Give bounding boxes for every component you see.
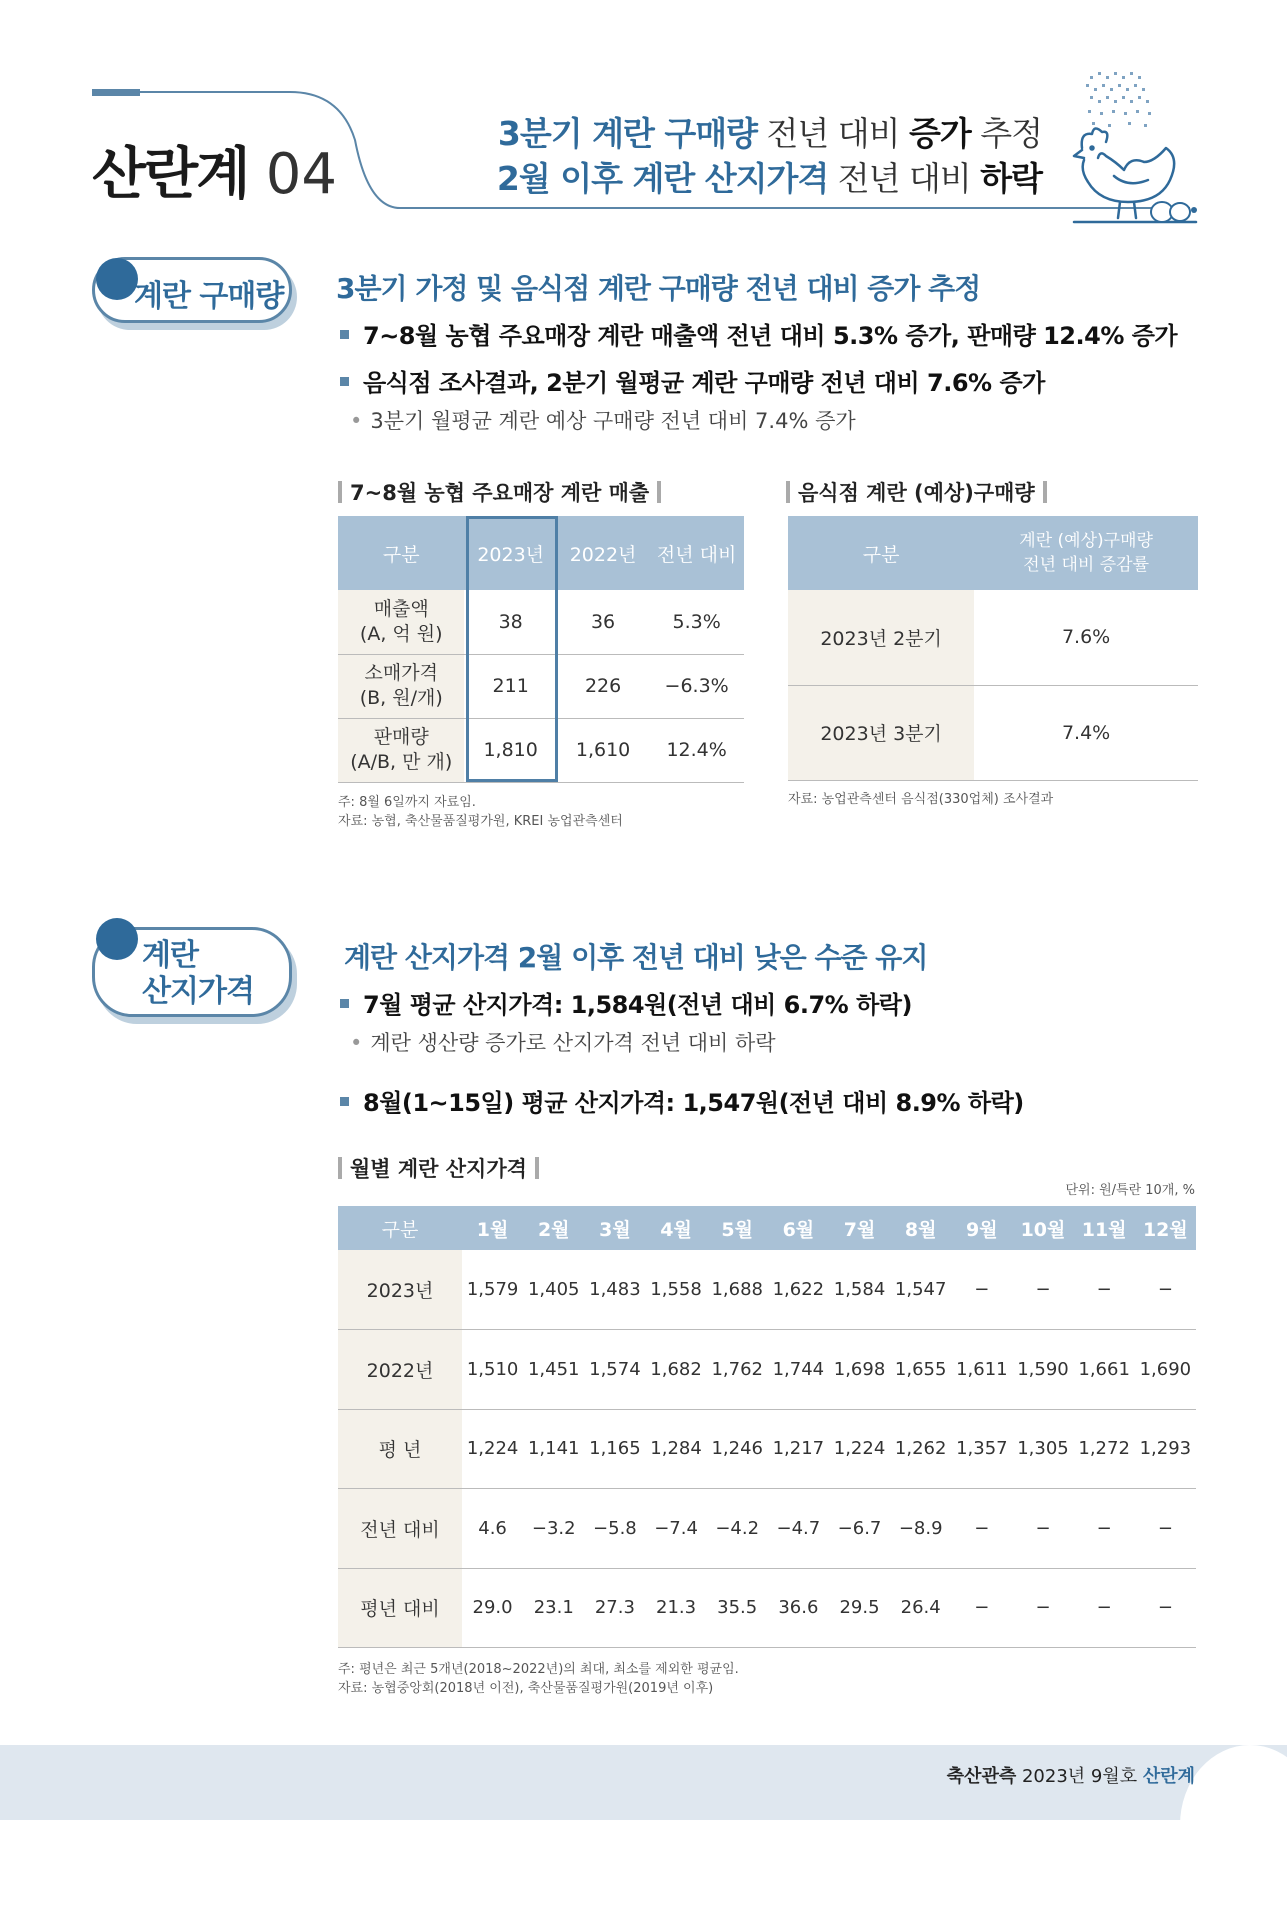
price-cell: 1,574 [584,1330,645,1410]
table2-title-text: 음식점 계란 (예상)구매량 [798,481,1035,505]
price-header-category: 구분 [338,1206,462,1250]
price-cell: − [1074,1250,1135,1330]
price-cell: 1,558 [645,1250,706,1330]
price-cell: 1,293 [1135,1409,1196,1489]
price-header-month: 12월 [1135,1206,1196,1250]
table2-title [778,477,1055,507]
headline-1-c: 증가 [908,114,971,153]
restaurant-table [788,516,1198,781]
headline-2-c: 하락 [980,159,1042,198]
price-cell: 1,661 [1074,1330,1135,1410]
headline-1 [498,108,1042,155]
price-cell: 1,451 [523,1330,584,1410]
hen-icon [1070,70,1200,235]
headline-2 [497,153,1042,200]
price-header-month: 2월 [523,1206,584,1250]
price-cell: −5.8 [584,1489,645,1569]
price-cell: −8.9 [890,1489,951,1569]
price-cell: 1,357 [951,1409,1012,1489]
section-badge-purchase-label: 계란 구매량 [134,279,284,314]
price-cell: −4.2 [707,1489,768,1569]
table1-title [330,477,669,507]
sales-row-label [338,718,464,782]
price-cell: 1,690 [1135,1330,1196,1410]
price-cell: − [1012,1489,1073,1569]
sales-cell-change: 5.3% [649,590,744,654]
headline-1-b: 전년 대비 [757,114,909,153]
headline-1-a: 3분기 계란 구매량 [497,114,757,153]
price-cell: 1,305 [1012,1409,1073,1489]
price-header-month: 9월 [951,1206,1012,1250]
price-cell: 1,141 [523,1409,584,1489]
price-row-label: 2022년 [338,1330,462,1410]
price-cell: − [1135,1489,1196,1569]
header-line-2: 전년 대비 증감률 [1023,555,1149,575]
sales-cell-change: −6.3% [649,654,744,718]
section-badge-price-line2: 산지가격 [142,974,254,1009]
price-cell: 27.3 [584,1568,645,1648]
table-row [788,590,1198,685]
price-cell: 1,284 [645,1409,706,1489]
table1-title-text: 7~8월 농협 주요매장 계란 매출 [350,481,650,505]
price-cell: − [1135,1250,1196,1330]
price-cell: 1,584 [829,1250,890,1330]
sales-table-header-category: 구분 [338,516,464,590]
price-cell: − [1012,1568,1073,1648]
price-cell: 1,655 [890,1330,951,1410]
price-cell: − [1074,1489,1135,1569]
page-title [92,130,337,210]
restaurant-table-header-value [974,516,1198,590]
price-cell: 1,405 [523,1250,584,1330]
sales-cell-2023: 1,810 [464,718,556,782]
table3-note: 주: 평년은 최근 5개년(2018~2022년)의 최대, 최소를 제외한 평균임. [338,1662,739,1677]
price-header-month: 7월 [829,1206,890,1250]
price-cell: 4.6 [462,1489,523,1569]
price-cell: 1,217 [768,1409,829,1489]
price-row-label: 2023년 [338,1250,462,1330]
section2-sub-bullet: • 계란 생산량 증가로 산지가격 전년 대비 하락 [350,1027,776,1057]
page-number: 04 [265,142,338,207]
sales-cell-2022: 1,610 [557,718,649,782]
section2-bullet-1: 7월 평균 산지가격: 1,584원(전년 대비 6.7% 하락) [340,985,912,1020]
row-label-unit: (A, 억 원) [359,622,443,645]
price-cell: 1,611 [951,1330,1012,1410]
price-cell: 1,762 [707,1330,768,1410]
price-row-label: 평 년 [338,1409,462,1489]
price-header-month: 4월 [645,1206,706,1250]
headline-1-d: 추정 [970,114,1042,153]
price-cell: 1,547 [890,1250,951,1330]
price-row-label: 전년 대비 [338,1489,462,1569]
section2-heading: 계란 산지가격 2월 이후 전년 대비 낮은 수준 유지 [344,941,928,974]
price-header-month: 11월 [1074,1206,1135,1250]
table3-title-text: 월별 계란 산지가격 [350,1157,527,1181]
section1-sub-bullet: • 3분기 월평균 계란 예상 구매량 전년 대비 7.4% 증가 [350,405,856,435]
price-header-month: 3월 [584,1206,645,1250]
table-row [338,1568,1196,1648]
section1-heading: 3분기 가정 및 음식점 계란 구매량 전년 대비 증가 추정 [336,272,981,305]
headline-2-a: 2월 이후 계란 산지가격 [496,159,829,198]
price-cell: − [1012,1250,1073,1330]
row-label-unit: (B, 원/개) [359,687,443,709]
row-label-main: 판매량 [373,726,429,748]
header-line-1: 계란 (예상)구매량 [1019,531,1153,551]
price-cell: 1,510 [462,1330,523,1410]
sales-cell-2023: 211 [464,654,556,718]
section-badge-price-line1: 계란 [142,938,198,973]
section1-bullet-2: 음식점 조사결과, 2분기 월평균 계란 구매량 전년 대비 7.6% 증가 [340,363,1045,398]
price-cell: 1,744 [768,1330,829,1410]
price-cell: 23.1 [523,1568,584,1648]
table1-source: 자료: 농협, 축산물품질평가원, KREI 농업관측센터 [338,814,623,829]
headline-2-b: 전년 대비 [828,159,981,198]
price-cell: 35.5 [707,1568,768,1648]
price-cell: 36.6 [768,1568,829,1648]
price-cell: − [1074,1568,1135,1648]
price-header-month: 1월 [462,1206,523,1250]
sales-cell-2022: 226 [557,654,649,718]
table-row [338,1409,1196,1489]
price-header-month: 5월 [707,1206,768,1250]
price-cell: 1,483 [584,1250,645,1330]
row-label-main: 소매가격 [364,662,438,684]
table-row [338,1489,1196,1569]
table1-note: 주: 8월 6일까지 자료임. [338,795,476,810]
price-cell: −3.2 [523,1489,584,1569]
footer-issue: 2023년 9월호 [1016,1766,1143,1787]
price-cell: 21.3 [645,1568,706,1648]
price-row-label: 평년 대비 [338,1568,462,1648]
restaurant-row-label: 2023년 3분기 [788,685,974,780]
sales-row-label [338,654,464,718]
table3-unit: 단위: 원/특란 10개, % [1065,1183,1195,1198]
sales-table-header-2023: 2023년 [464,516,556,590]
sales-cell-2022: 36 [557,590,649,654]
price-cell: 1,272 [1074,1409,1135,1489]
footer-topic: 산란계 [1142,1766,1195,1787]
price-cell: − [951,1568,1012,1648]
sales-cell-change: 12.4% [649,718,744,782]
row-label-unit: (A/B, 만 개) [350,751,453,773]
table-row [788,685,1198,780]
footer-text [947,1762,1195,1788]
monthly-price-table [338,1206,1196,1648]
price-cell: −4.7 [768,1489,829,1569]
row-label-main: 매출액 [373,597,429,620]
price-cell: 29.0 [462,1568,523,1648]
price-cell: −7.4 [645,1489,706,1569]
sales-row-label [338,590,464,654]
price-cell: − [951,1489,1012,1569]
price-cell: 1,698 [829,1330,890,1410]
price-cell: −6.7 [829,1489,890,1569]
price-cell: 1,262 [890,1409,951,1489]
price-cell: 1,590 [1012,1330,1073,1410]
sales-table-header-change: 전년 대비 [649,516,744,590]
table3-source: 자료: 농협중앙회(2018년 이전), 축산물품질평가원(2019년 이후) [338,1681,714,1696]
sales-table-header-2022: 2022년 [557,516,649,590]
hen-head-icon [96,918,138,960]
price-cell: − [951,1250,1012,1330]
table3-title [330,1153,547,1183]
price-cell: − [1135,1568,1196,1648]
price-cell: 1,688 [707,1250,768,1330]
sales-cell-2023: 38 [464,590,556,654]
table-row [338,1330,1196,1410]
price-header-month: 6월 [768,1206,829,1250]
table2-source: 자료: 농업관측센터 음식점(330업체) 조사결과 [788,792,1054,807]
page-title-text: 산란계 [92,142,249,207]
restaurant-row-value: 7.4% [974,685,1198,780]
section2-bullet-2: 8월(1~15일) 평균 산지가격: 1,547원(전년 대비 8.9% 하락) [340,1083,1024,1118]
price-cell: 1,246 [707,1409,768,1489]
restaurant-row-value: 7.6% [974,590,1198,685]
hen-head-icon [96,258,138,300]
price-cell: 1,224 [462,1409,523,1489]
restaurant-table-header-category: 구분 [788,516,974,590]
price-cell: 1,224 [829,1409,890,1489]
section1-bullet-1: 7~8월 농협 주요매장 계란 매출액 전년 대비 5.3% 증가, 판매량 12.4% 증가 [340,316,1177,351]
price-header-month: 10월 [1012,1206,1073,1250]
price-header-month: 8월 [890,1206,951,1250]
highlight-2023-column [466,516,558,782]
price-cell: 1,165 [584,1409,645,1489]
price-cell: 1,579 [462,1250,523,1330]
restaurant-row-label: 2023년 2분기 [788,590,974,685]
price-cell: 29.5 [829,1568,890,1648]
footer-publication: 축산관측 [946,1766,1017,1787]
price-cell: 1,682 [645,1330,706,1410]
price-cell: 26.4 [890,1568,951,1648]
price-cell: 1,622 [768,1250,829,1330]
table-row [338,1250,1196,1330]
